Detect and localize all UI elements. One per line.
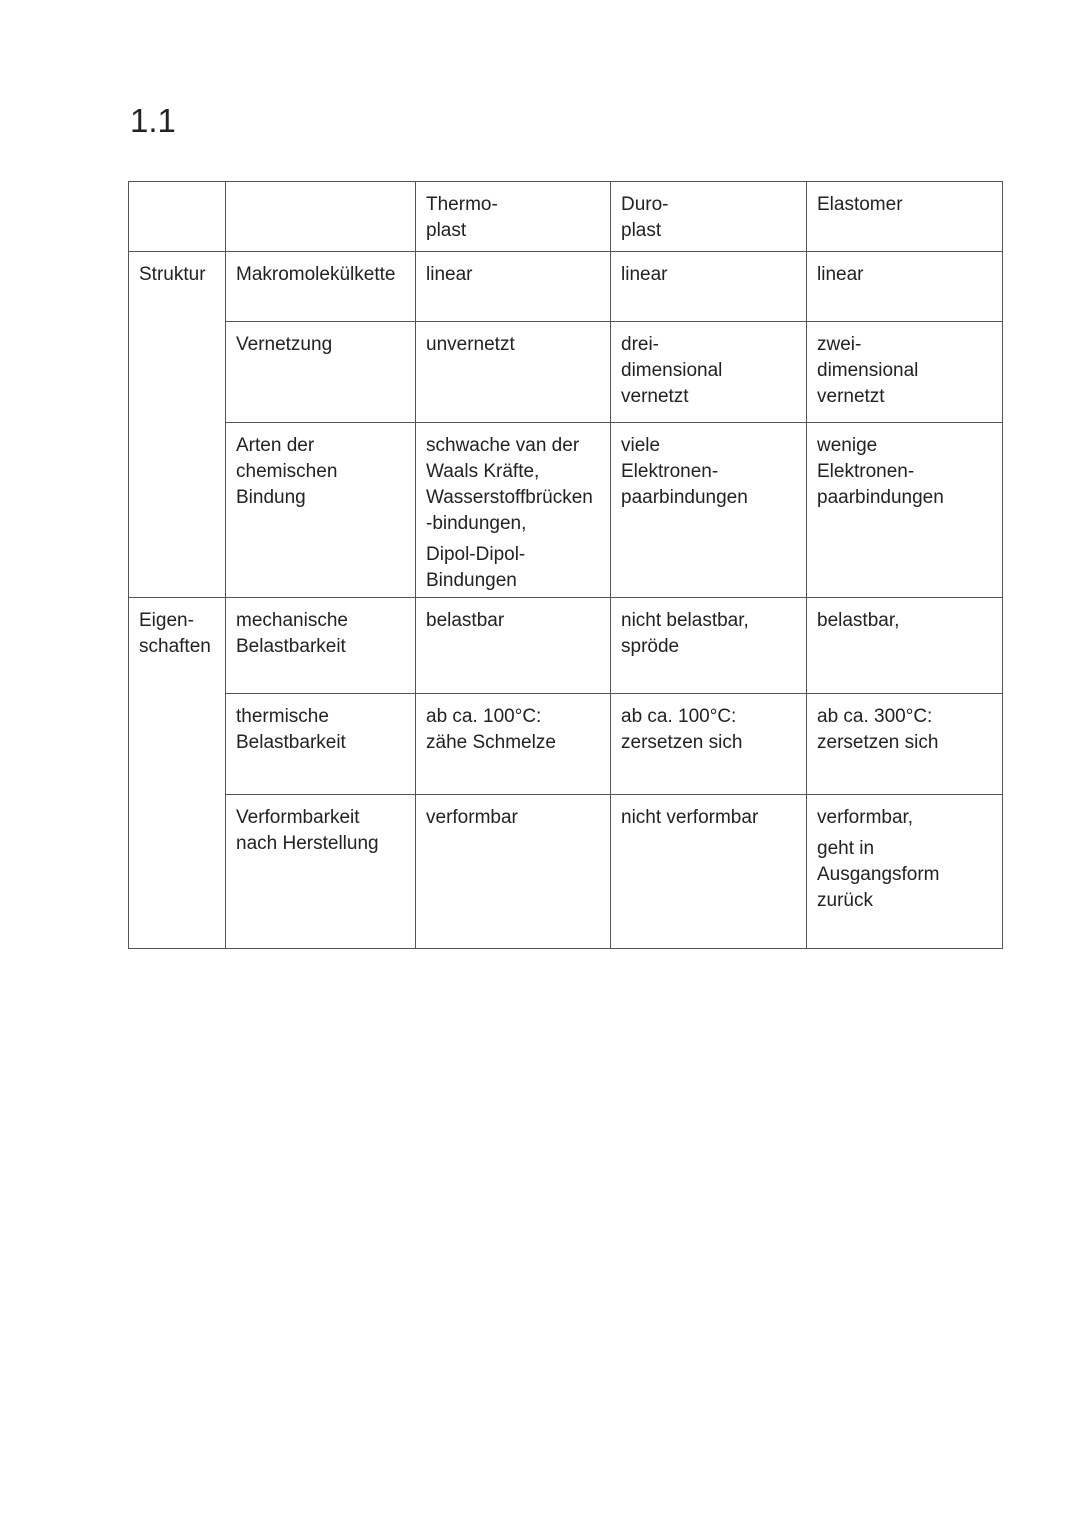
cell-thermoplast: verformbar (416, 795, 611, 949)
header-duroplast: Duro- plast (611, 182, 807, 252)
header-elastomer: Elastomer (807, 182, 1003, 252)
table-row (129, 795, 1003, 949)
group-struktur: Struktur (129, 252, 226, 598)
cell-duroplast: viele Elektronen- paarbindungen (611, 423, 807, 598)
plastics-comparison-table (128, 181, 1003, 949)
cell-thermoplast: linear (416, 252, 611, 322)
cell-duroplast: nicht verformbar (611, 795, 807, 949)
header-empty-cell (226, 182, 416, 252)
row-label: Vernetzung (226, 322, 416, 423)
cell-elastomer: wenige Elektronen- paarbindungen (807, 423, 1003, 598)
cell-duroplast: linear (611, 252, 807, 322)
cell-elastomer: verformbar, geht in Ausgangsform zurück (807, 795, 1003, 949)
row-label: Makromolekülkette (226, 252, 416, 322)
cell-duroplast: nicht belastbar, spröde (611, 598, 807, 694)
table-row (129, 694, 1003, 795)
table-row (129, 322, 1003, 423)
table-row (129, 423, 1003, 598)
row-label: Verformbarkeit nach Herstellung (226, 795, 416, 949)
cell-elastomer: linear (807, 252, 1003, 322)
cell-duroplast: drei- dimensional vernetzt (611, 322, 807, 423)
row-label: Arten der chemischen Bindung (226, 423, 416, 598)
cell-thermoplast: belastbar (416, 598, 611, 694)
table-header-row (129, 182, 1003, 252)
cell-duroplast: ab ca. 100°C: zersetzen sich (611, 694, 807, 795)
header-empty-cell (129, 182, 226, 252)
cell-elastomer: belastbar, (807, 598, 1003, 694)
row-label: thermische Belastbarkeit (226, 694, 416, 795)
section-heading: 1.1 (130, 102, 176, 139)
table-row (129, 598, 1003, 694)
header-thermoplast: Thermo- plast (416, 182, 611, 252)
cell-thermoplast: unvernetzt (416, 322, 611, 423)
cell-thermoplast: schwache van der Waals Kräfte, Wasserstoffbrücken -bindungen, Dipol-Dipol- Bindungen (416, 423, 611, 598)
cell-elastomer: ab ca. 300°C: zersetzen sich (807, 694, 1003, 795)
cell-elastomer: zwei- dimensional vernetzt (807, 322, 1003, 423)
row-label: mechanische Belastbarkeit (226, 598, 416, 694)
cell-thermoplast: ab ca. 100°C: zähe Schmelze (416, 694, 611, 795)
table-row (129, 252, 1003, 322)
group-eigenschaften: Eigen- schaften (129, 598, 226, 949)
